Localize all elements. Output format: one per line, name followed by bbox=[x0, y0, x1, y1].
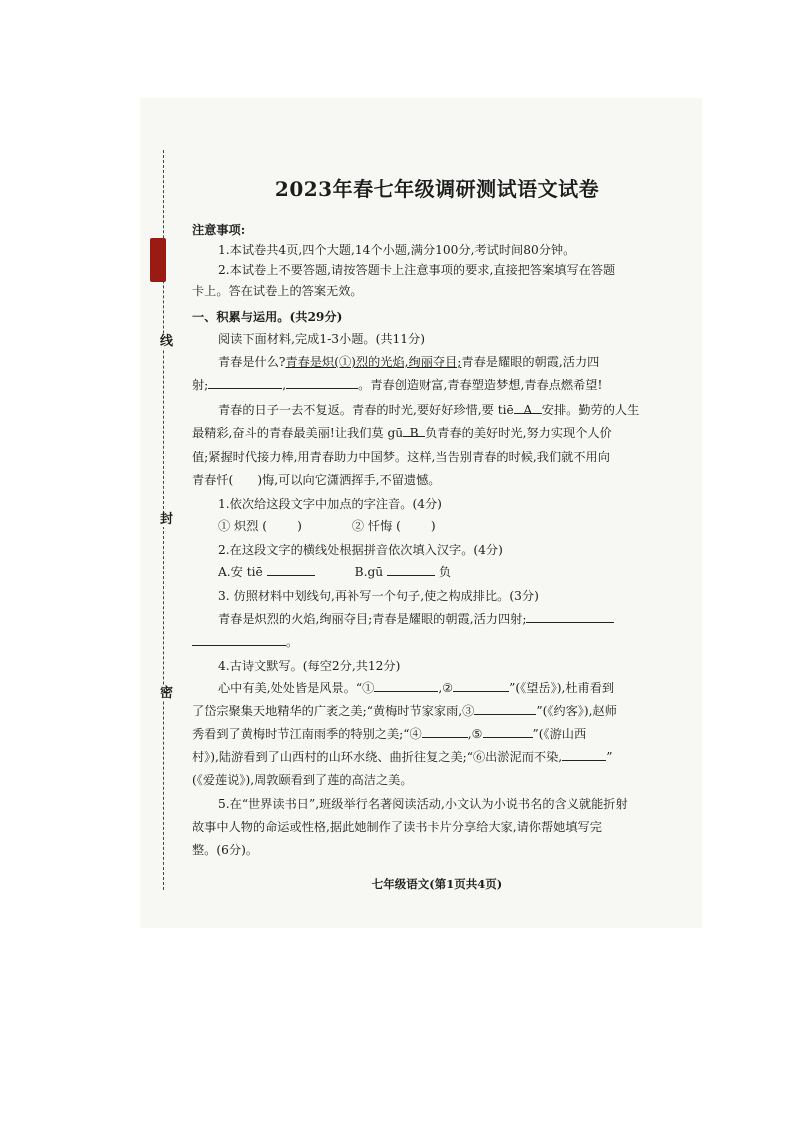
passage-text: 最精彩,奋斗的青春最美丽!让我们莫 gū bbox=[192, 426, 404, 440]
bracket: ) bbox=[297, 519, 302, 533]
passage-line-6 bbox=[192, 471, 440, 489]
answer-blank[interactable] bbox=[526, 610, 614, 623]
answer-blank[interactable] bbox=[387, 563, 435, 576]
notice-item-2a: 2.本试卷上不要答题,请按答题卡上注意事项的要求,直接把答案填写在答题 bbox=[218, 263, 616, 277]
passage-line-2 bbox=[192, 376, 602, 394]
question-4: 4.古诗文默写。(每空2分,共12分) bbox=[218, 659, 401, 673]
passage-text: 青春的日子一去不复返。青春的时光,要好好珍惜,要 tiē bbox=[218, 403, 514, 417]
q2-option-a: A.安 tiē bbox=[218, 565, 263, 579]
q5-line-3: 整。(6分)。 bbox=[192, 843, 259, 857]
section1-intro: 阅读下面材料,完成1-3小题。(共11分) bbox=[218, 332, 425, 346]
question-3: 3. 仿照材料中划线句,再补写一个句子,使之构成排比。(3分) bbox=[218, 589, 539, 603]
q1-option-b: ② 忏悔 ( bbox=[351, 519, 401, 533]
poem-text: 村》),陆游看到了山西村的山环水绕、曲折往复之美;“⑥出淤泥而不染, bbox=[192, 750, 563, 764]
notice-item-1: 1.本试卷共4页,四个大题,14个小题,满分100分,考试时间80分钟。 bbox=[218, 243, 576, 257]
passage-text: 负青春的美好时光,努力实现个人价 bbox=[425, 426, 612, 440]
poem-text: ,② bbox=[438, 681, 454, 695]
passage-text: 。青春创造财富,青春塑造梦想,青春点燃希望! bbox=[358, 378, 603, 392]
answer-blank[interactable] bbox=[192, 633, 286, 646]
q4-line-2 bbox=[192, 702, 617, 720]
passage-text: 青春是耀眼的朝霞,活力四 bbox=[461, 355, 600, 369]
q2-suffix: 负 bbox=[438, 565, 452, 579]
q3-line-2 bbox=[192, 633, 298, 651]
q3-end: 。 bbox=[286, 635, 299, 649]
answer-blank[interactable] bbox=[483, 725, 533, 738]
binding-label-xian: 线 bbox=[160, 334, 174, 349]
poem-text: 了岱宗聚集天地精华的广袤之美;“黄梅时节家家雨,③ bbox=[192, 704, 475, 718]
passage-text: 安排。勤劳的人生 bbox=[541, 403, 640, 417]
answer-blank[interactable] bbox=[286, 376, 358, 389]
binding-label-feng: 封 bbox=[160, 512, 174, 527]
binding-label-mi: 密 bbox=[160, 686, 174, 701]
poem-text: ” bbox=[606, 750, 613, 764]
q4-line-5: (《爱莲说》),周敦颐看到了莲的高洁之美。 bbox=[192, 773, 413, 787]
q2-answers bbox=[218, 563, 451, 581]
poem-text: ”(《望岳》),杜甫看到 bbox=[509, 681, 615, 695]
passage-line-3 bbox=[218, 401, 639, 419]
passage-text: 青春是什么? bbox=[218, 355, 286, 369]
poem-text: 秀看到了黄梅时节江南雨季的特别之美;“④ bbox=[192, 727, 422, 741]
blank-b[interactable]: B bbox=[403, 424, 425, 437]
q4-line-3 bbox=[192, 725, 586, 743]
question-1: 1.依次给这段文字中加点的字注音。(4分) bbox=[218, 497, 442, 511]
passage-text: , bbox=[282, 378, 287, 392]
answer-blank[interactable] bbox=[208, 376, 282, 389]
underlined-sentence: 青春是炽(①)烈的光焰,绚丽夺目; bbox=[285, 355, 462, 369]
q4-line-4 bbox=[192, 748, 612, 766]
passage-text: 射; bbox=[192, 378, 209, 392]
poem-text: ,⑤ bbox=[467, 727, 483, 741]
passage-text: )悔,可以向它潇洒挥手,不留遗憾。 bbox=[257, 473, 441, 487]
passage-line-1 bbox=[218, 353, 599, 371]
notice-heading: 注意事项: bbox=[192, 223, 246, 237]
answer-blank[interactable] bbox=[267, 563, 315, 576]
blank-a[interactable]: A bbox=[514, 401, 542, 414]
q4-line-1 bbox=[218, 679, 614, 697]
passage-text: 青春忏( bbox=[192, 473, 234, 487]
answer-blank[interactable] bbox=[422, 725, 468, 738]
answer-blank[interactable] bbox=[374, 679, 438, 692]
question-2: 2.在这段文字的横线处根据拼音依次填入汉字。(4分) bbox=[218, 543, 503, 557]
q3-prompt: 青春是炽烈的火焰,绚丽夺目;青春是耀眼的朝霞,活力四射; bbox=[218, 612, 527, 626]
answer-blank[interactable] bbox=[562, 748, 606, 761]
poem-text: 心中有美,处处皆是风景。“① bbox=[218, 681, 375, 695]
q5-line-1: 5.在“世界读书日”,班级举行名著阅读活动,小文认为小说书名的含义就能折射 bbox=[218, 797, 628, 811]
q2-option-b: B.gū bbox=[354, 565, 384, 579]
answer-blank[interactable] bbox=[453, 679, 509, 692]
passage-line-4 bbox=[192, 424, 612, 442]
passage-line-5: 值;紧握时代接力棒,用青春助力中国梦。这样,当告别青春的时候,我们就不用向 bbox=[192, 450, 610, 464]
notice-item-2b: 卡上。答在试卷上的答案无效。 bbox=[192, 284, 363, 298]
exam-title: 2023年春七年级调研测试语文试卷 bbox=[274, 177, 600, 201]
q3-line-1 bbox=[218, 610, 614, 628]
page-footer: 七年级语文(第1页共4页) bbox=[371, 877, 503, 891]
bracket: ) bbox=[430, 519, 436, 533]
q1-answers bbox=[218, 517, 436, 535]
red-binding-mark bbox=[150, 238, 166, 282]
q5-line-2: 故事中人物的命运或性格,据此她制作了读书卡片分享给大家,请你帮她填写完 bbox=[192, 820, 602, 834]
section1-heading: 一、积累与运用。(共29分) bbox=[192, 310, 343, 324]
answer-blank[interactable] bbox=[474, 702, 536, 715]
poem-text: ”(《游山西 bbox=[532, 727, 587, 741]
q1-option-a: ① 炽烈 ( bbox=[218, 519, 268, 533]
poem-text: ”(《约客》),赵师 bbox=[536, 704, 617, 718]
